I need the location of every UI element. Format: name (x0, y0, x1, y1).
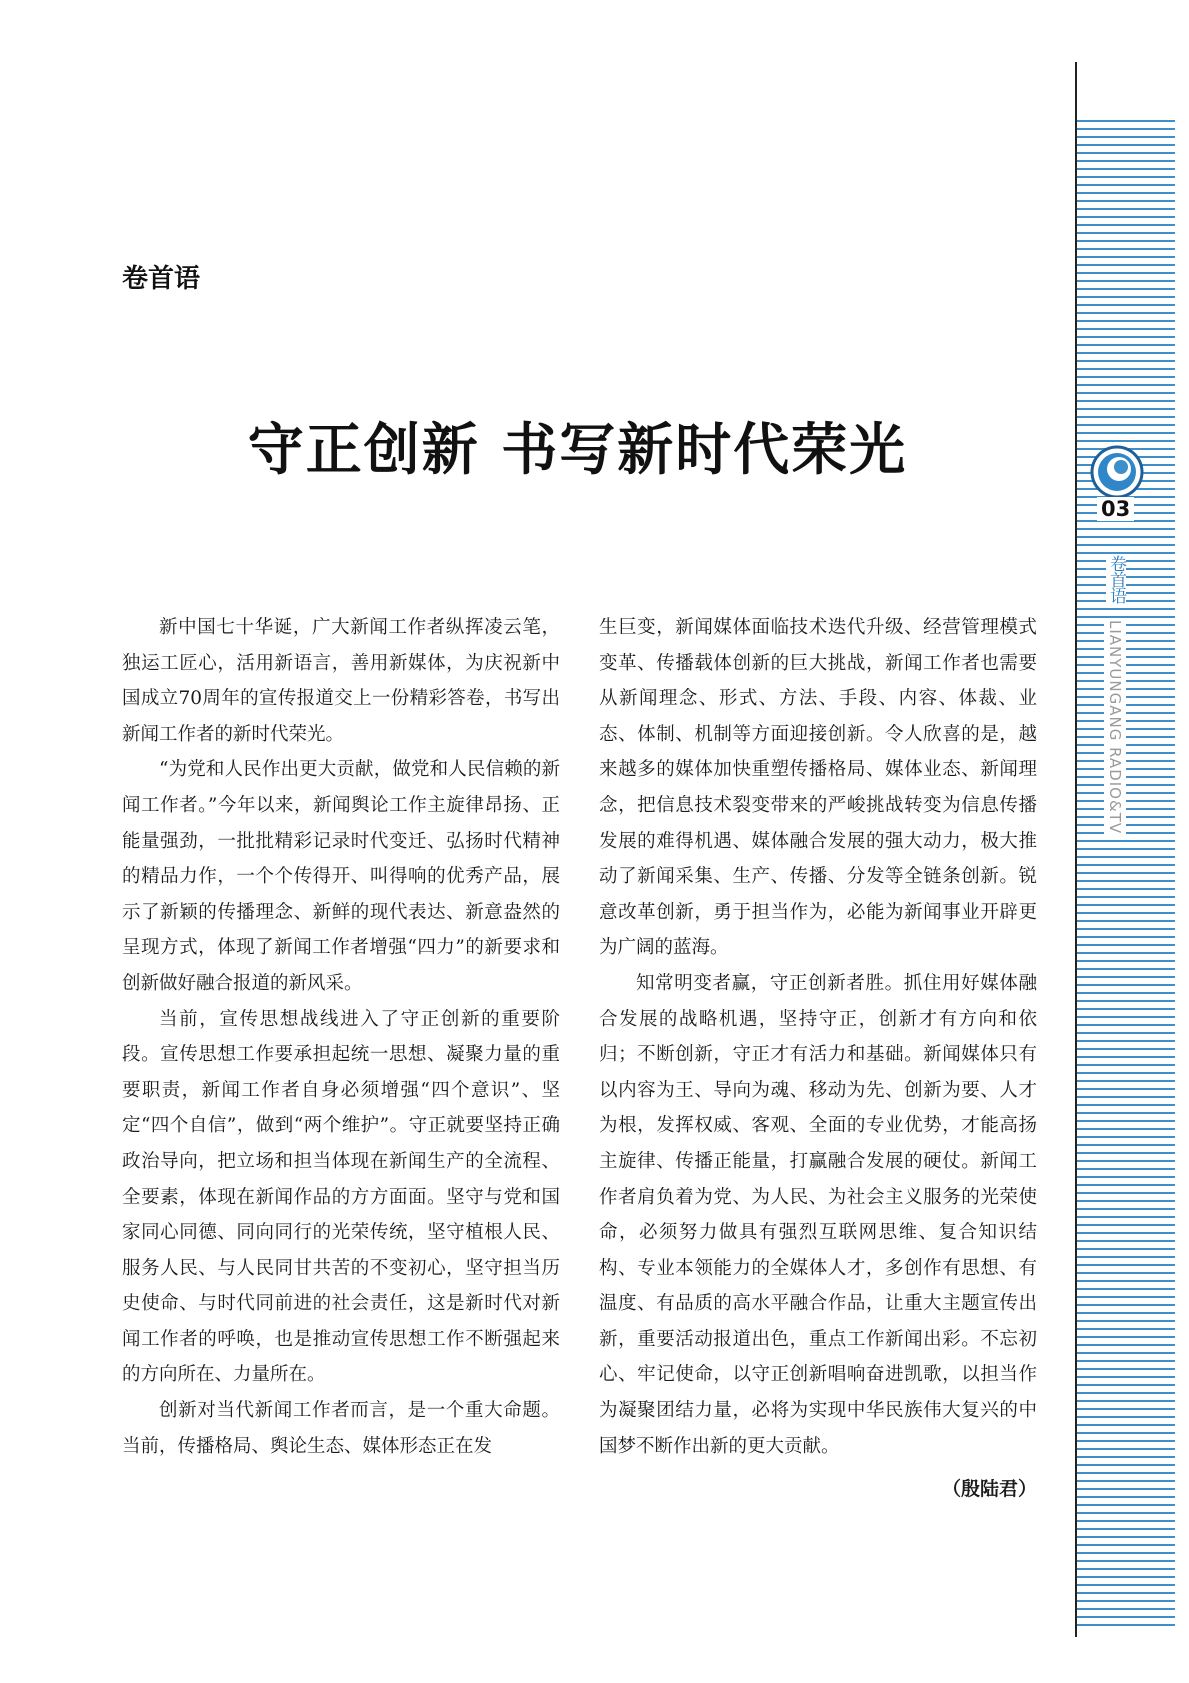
side-section-label: 卷首语 (1106, 555, 1126, 603)
author-signature: （殷陆君） (941, 1478, 1037, 1501)
page-number: 03 (1097, 497, 1134, 521)
paragraph: 知常明变者赢，守正创新者胜。抓住用好媒体融合发展的战略机遇，坚持守正，创新才有方向和依归；不断创新，守正才有活力和基础。新闻媒体只有以内容为王、导向为魂、移动为先、创新为要、人才为根，发挥权威、客观、全面的专业优势，才能高扬主旋律、传播正能量，打赢融合发展的硬仗。新闻工作者肩负着为党、为人民、为社会主义服务的光荣使命，必须努力做具有强烈互联网思维、复合知识结构、专业本领能力的全媒体人才，多创作有思想、有温度、有品质的高水平融合作品，让重大主题宣传出新，重要活动报道出色，重点工作新闻出彩。不忘初心、牢记使命，以守正创新唱响奋进凯歌，以担当作为凝聚团结力量，必将为实现中华民族伟大复兴的中国梦不断作出新的更大贡献。 (599, 972, 1037, 1457)
article-column-right (599, 610, 1037, 1508)
paragraph: 新中国七十华诞，广大新闻工作者纵挥凌云笔，独运工匠心，活用新语言，善用新媒体，为庆祝新中国成立70周年的宣传报道交上一份精彩答卷，书写出新闻工作者的新时代荣光。 (122, 617, 560, 745)
paragraph: 生巨变，新闻媒体面临技术迭代升级、经营管理模式变革、传播载体创新的巨大挑战，新闻工作者也需要从新闻理念、形式、方法、手段、内容、体裁、业态、体制、机制等方面迎接创新。令人欣喜的是，越来越多的媒体加快重塑传播格局、媒体业态、新闻理念，把信息技术裂变带来的严峻挑战转变为信息传播发展的难得机遇、媒体融合发展的强大动力，极大推动了新闻采集、生产、传播、分发等全链条创新。锐意改革创新，勇于担当作为，必能为新闻事业开辟更为广阔的蓝海。 (599, 617, 1037, 959)
article-column-left (122, 610, 560, 1464)
section-label: 卷首语 (122, 264, 201, 294)
paragraph: 当前，宣传思想战线进入了守正创新的重要阶段。宣传思想工作要承担起统一思想、凝聚力量的重要职责，新闻工作者自身必须增强“四个意识”、坚定“四个自信”，做到“两个维护”。守正就要坚持正确政治导向，把立场和担当体现在新闻生产的全流程、全要素，体现在新闻作品的方方面面。坚守与党和国家同心同德、同向同行的光荣传统，坚守植根人民、服务人民、与人民同甘共苦的不变初心，坚守担当历史使命、与时代同前进的社会责任，这是新时代对新闻工作者的呼唤，也是推动宣传思想工作不断强起来的方向所在、力量所在。 (122, 1008, 560, 1386)
article-headline: 守正创新 书写新时代荣光 (247, 418, 908, 483)
side-publication-name: LIANYUNGANG RADIO&TV (1106, 620, 1124, 835)
paragraph: 创新对当代新闻工作者而言，是一个重大命题。当前，传播格局、舆论生态、媒体形态正在发 (122, 1400, 560, 1457)
paragraph: “为党和人民作出更大贡献，做党和人民信赖的新闻工作者。”今年以来，新闻舆论工作主旋律昂扬、正能量强劲，一批批精彩记录时代变迁、弘扬时代精神的精品力作，一个个传得开、叫得响的优秀产品，展示了新颖的传播理念、新鲜的现代表达、新意盎然的呈现方式，体现了新闻工作者增强“四力”的新要求和创新做好融合报道的新风采。 (122, 759, 560, 994)
decorative-stripes (1077, 120, 1175, 1632)
circular-blue-emblem-icon (1090, 445, 1144, 499)
